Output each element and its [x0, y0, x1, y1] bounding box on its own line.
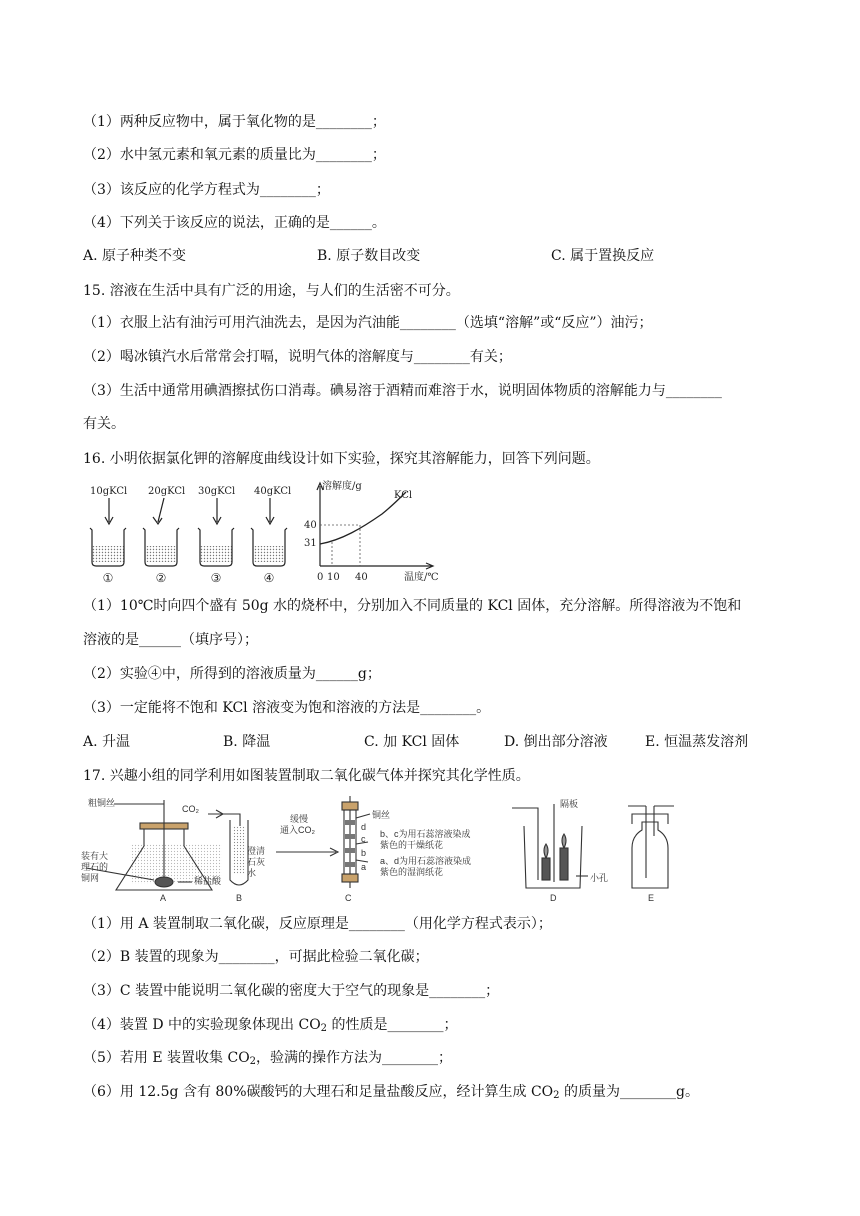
q15-stem: 15. 溶液在生活中具有广泛的用途，与人们的生活密不可分。 — [83, 283, 460, 299]
c-inlet-label-1: 缓慢 — [290, 814, 309, 824]
q14-option-a: A. 原子种类不变 — [83, 248, 187, 264]
beaker-3-number: ③ — [210, 571, 222, 585]
xtick-0: 0 — [317, 572, 324, 583]
d-board-label: 隔板 — [560, 799, 579, 809]
beaker-1 — [90, 528, 126, 566]
b-water-label-3: 水 — [247, 868, 257, 878]
q17-part3: （3）C 装置中能说明二氧化碳的密度大于空气的现象是________； — [83, 983, 500, 999]
q14-part3: （3）该反应的化学方程式为________； — [83, 182, 330, 198]
graph-series-label: KCl — [394, 490, 413, 501]
b-gas-label: CO₂ — [182, 804, 199, 814]
a-net-label-1: 装有大 — [81, 851, 109, 861]
q16-option-a: A. 升温 — [83, 734, 131, 750]
d-name: D — [550, 893, 557, 903]
q16-stem: 16. 小明依据氯化钾的溶解度曲线设计如下实验，探究其溶解能力，回答下列问题。 — [83, 451, 600, 467]
beaker-1-label: 10gKCl — [90, 486, 128, 497]
q15-part3-line1: （3）生活中通常用碘酒擦拭伤口消毒。碘易溶于酒精而难溶于水，说明固体物质的溶解能力与________ — [83, 383, 722, 399]
b-water-label-1: 澄清 — [247, 846, 266, 856]
q14-part4: （4）下列关于该反应的说法，正确的是______。 — [83, 215, 386, 231]
b-name: B — [236, 893, 243, 903]
q16-option-c: C. 加 KCl 固体 — [364, 734, 460, 750]
c-letter-a: a — [361, 862, 367, 872]
flow-arrow — [276, 848, 338, 856]
q16-part3: （3）一定能将不饱和 KCl 溶液变为饱和溶液的方法是________。 — [83, 700, 491, 716]
c-letter-d: d — [361, 822, 367, 832]
beakers-figure — [80, 482, 305, 588]
a-acid-label: 稀盐酸 — [194, 876, 222, 886]
e-name: E — [648, 893, 655, 903]
q17-stem: 17. 兴趣小组的同学利用如图装置制取二氧化碳气体并探究其化学性质。 — [83, 768, 530, 784]
apparatus-e — [628, 806, 674, 888]
q17-part6: （6）用 12.5g 含有 80%碳酸钙的大理石和足量盐酸反应，经计算生成 $CO_2$ 的质量为________g。 — [83, 1084, 699, 1101]
ytick-40: 40 — [304, 520, 317, 531]
q15-part2: （2）喝冰镇汽水后常常会打嗝，说明气体的溶解度与________有关； — [83, 349, 512, 365]
beaker-4-label: 40gKCl — [254, 486, 292, 497]
c-letter-b: b — [361, 848, 367, 858]
a-wire-label: 粗铜丝 — [88, 798, 116, 808]
d-hole-label: 小孔 — [590, 873, 609, 883]
q16-part1-line1: （1）10℃时向四个盛有 50g 水的烧杯中，分别加入不同质量的 KCl 固体，充分溶解。所得溶液为不饱和 — [83, 598, 742, 614]
q17-part4: （4）装置 D 中的实验现象体现出 $CO_2$ 的性质是________； — [83, 1017, 458, 1034]
graph-ylabel: 溶解度/g — [322, 481, 362, 492]
q14-part2: （2）水中氢元素和氧元素的质量比为________； — [83, 147, 386, 163]
q17-part2: （2）B 装置的现象为________，可据此检验二氧化碳； — [83, 949, 429, 965]
c-note1-line2: 紫色的干燥纸花 — [380, 840, 444, 850]
beaker-2-label: 20gKCl — [148, 486, 186, 497]
c-letter-c: c — [361, 834, 366, 844]
c-wire-label: 铜丝 — [372, 810, 391, 820]
beaker-4-number: ④ — [263, 571, 275, 585]
q16-option-b: B. 降温 — [223, 734, 271, 750]
xtick-40: 40 — [355, 572, 368, 583]
c-inlet-label-2: 通入CO₂ — [280, 825, 315, 835]
c-note2-line2: 紫色的湿润纸花 — [380, 867, 444, 877]
beaker-3-label: 30gKCl — [198, 486, 236, 497]
c-name: C — [345, 893, 352, 903]
q14-part1: （1）两种反应物中，属于氧化物的是________； — [83, 114, 386, 130]
q15-part3-line2: 有关。 — [83, 416, 125, 432]
q16-option-e: E. 恒温蒸发溶剂 — [645, 734, 749, 750]
xtick-10: 10 — [327, 572, 340, 583]
a-net-label-3: 铜网 — [81, 873, 100, 883]
b-water-label-2: 石灰 — [247, 857, 266, 867]
add-arrows — [105, 498, 274, 524]
beaker-2-number: ② — [155, 571, 167, 585]
q16-part2: （2）实验④中，所得到的溶液质量为______g； — [83, 666, 381, 682]
beaker-2 — [143, 528, 179, 566]
a-net-label-2: 理石的 — [81, 862, 109, 872]
ytick-31: 31 — [304, 538, 317, 549]
c-note2-line1: a、d为用石蕊溶液染成 — [380, 856, 472, 866]
a-name: A — [160, 893, 167, 903]
c-note1-line1: b、c为用石蕊溶液染成 — [380, 829, 471, 839]
q16-part1-line2: 溶液的是______（填序号）； — [83, 632, 258, 648]
beaker-4 — [251, 528, 287, 566]
beaker-3 — [198, 528, 234, 566]
apparatus-d — [512, 804, 588, 888]
q17-part5: （5）若用 E 装置收集 $CO_2$，验满的操作方法为________； — [83, 1050, 453, 1067]
q17-part1: （1）用 A 装置制取二氧化碳，反应原理是________（用化学方程式表示）； — [83, 916, 552, 932]
q15-part1: （1）衣服上沾有油污可用汽油洗去，是因为汽油能________（选填“溶解”或“反应”）油污； — [83, 315, 653, 331]
q14-option-c: C. 属于置换反应 — [551, 248, 655, 264]
q16-option-d: D. 倒出部分溶液 — [504, 734, 608, 750]
graph-xlabel: 温度/℃ — [404, 572, 439, 583]
beaker-1-number: ① — [102, 571, 114, 585]
solubility-graph — [302, 478, 452, 586]
q14-option-b: B. 原子数目改变 — [317, 248, 421, 264]
